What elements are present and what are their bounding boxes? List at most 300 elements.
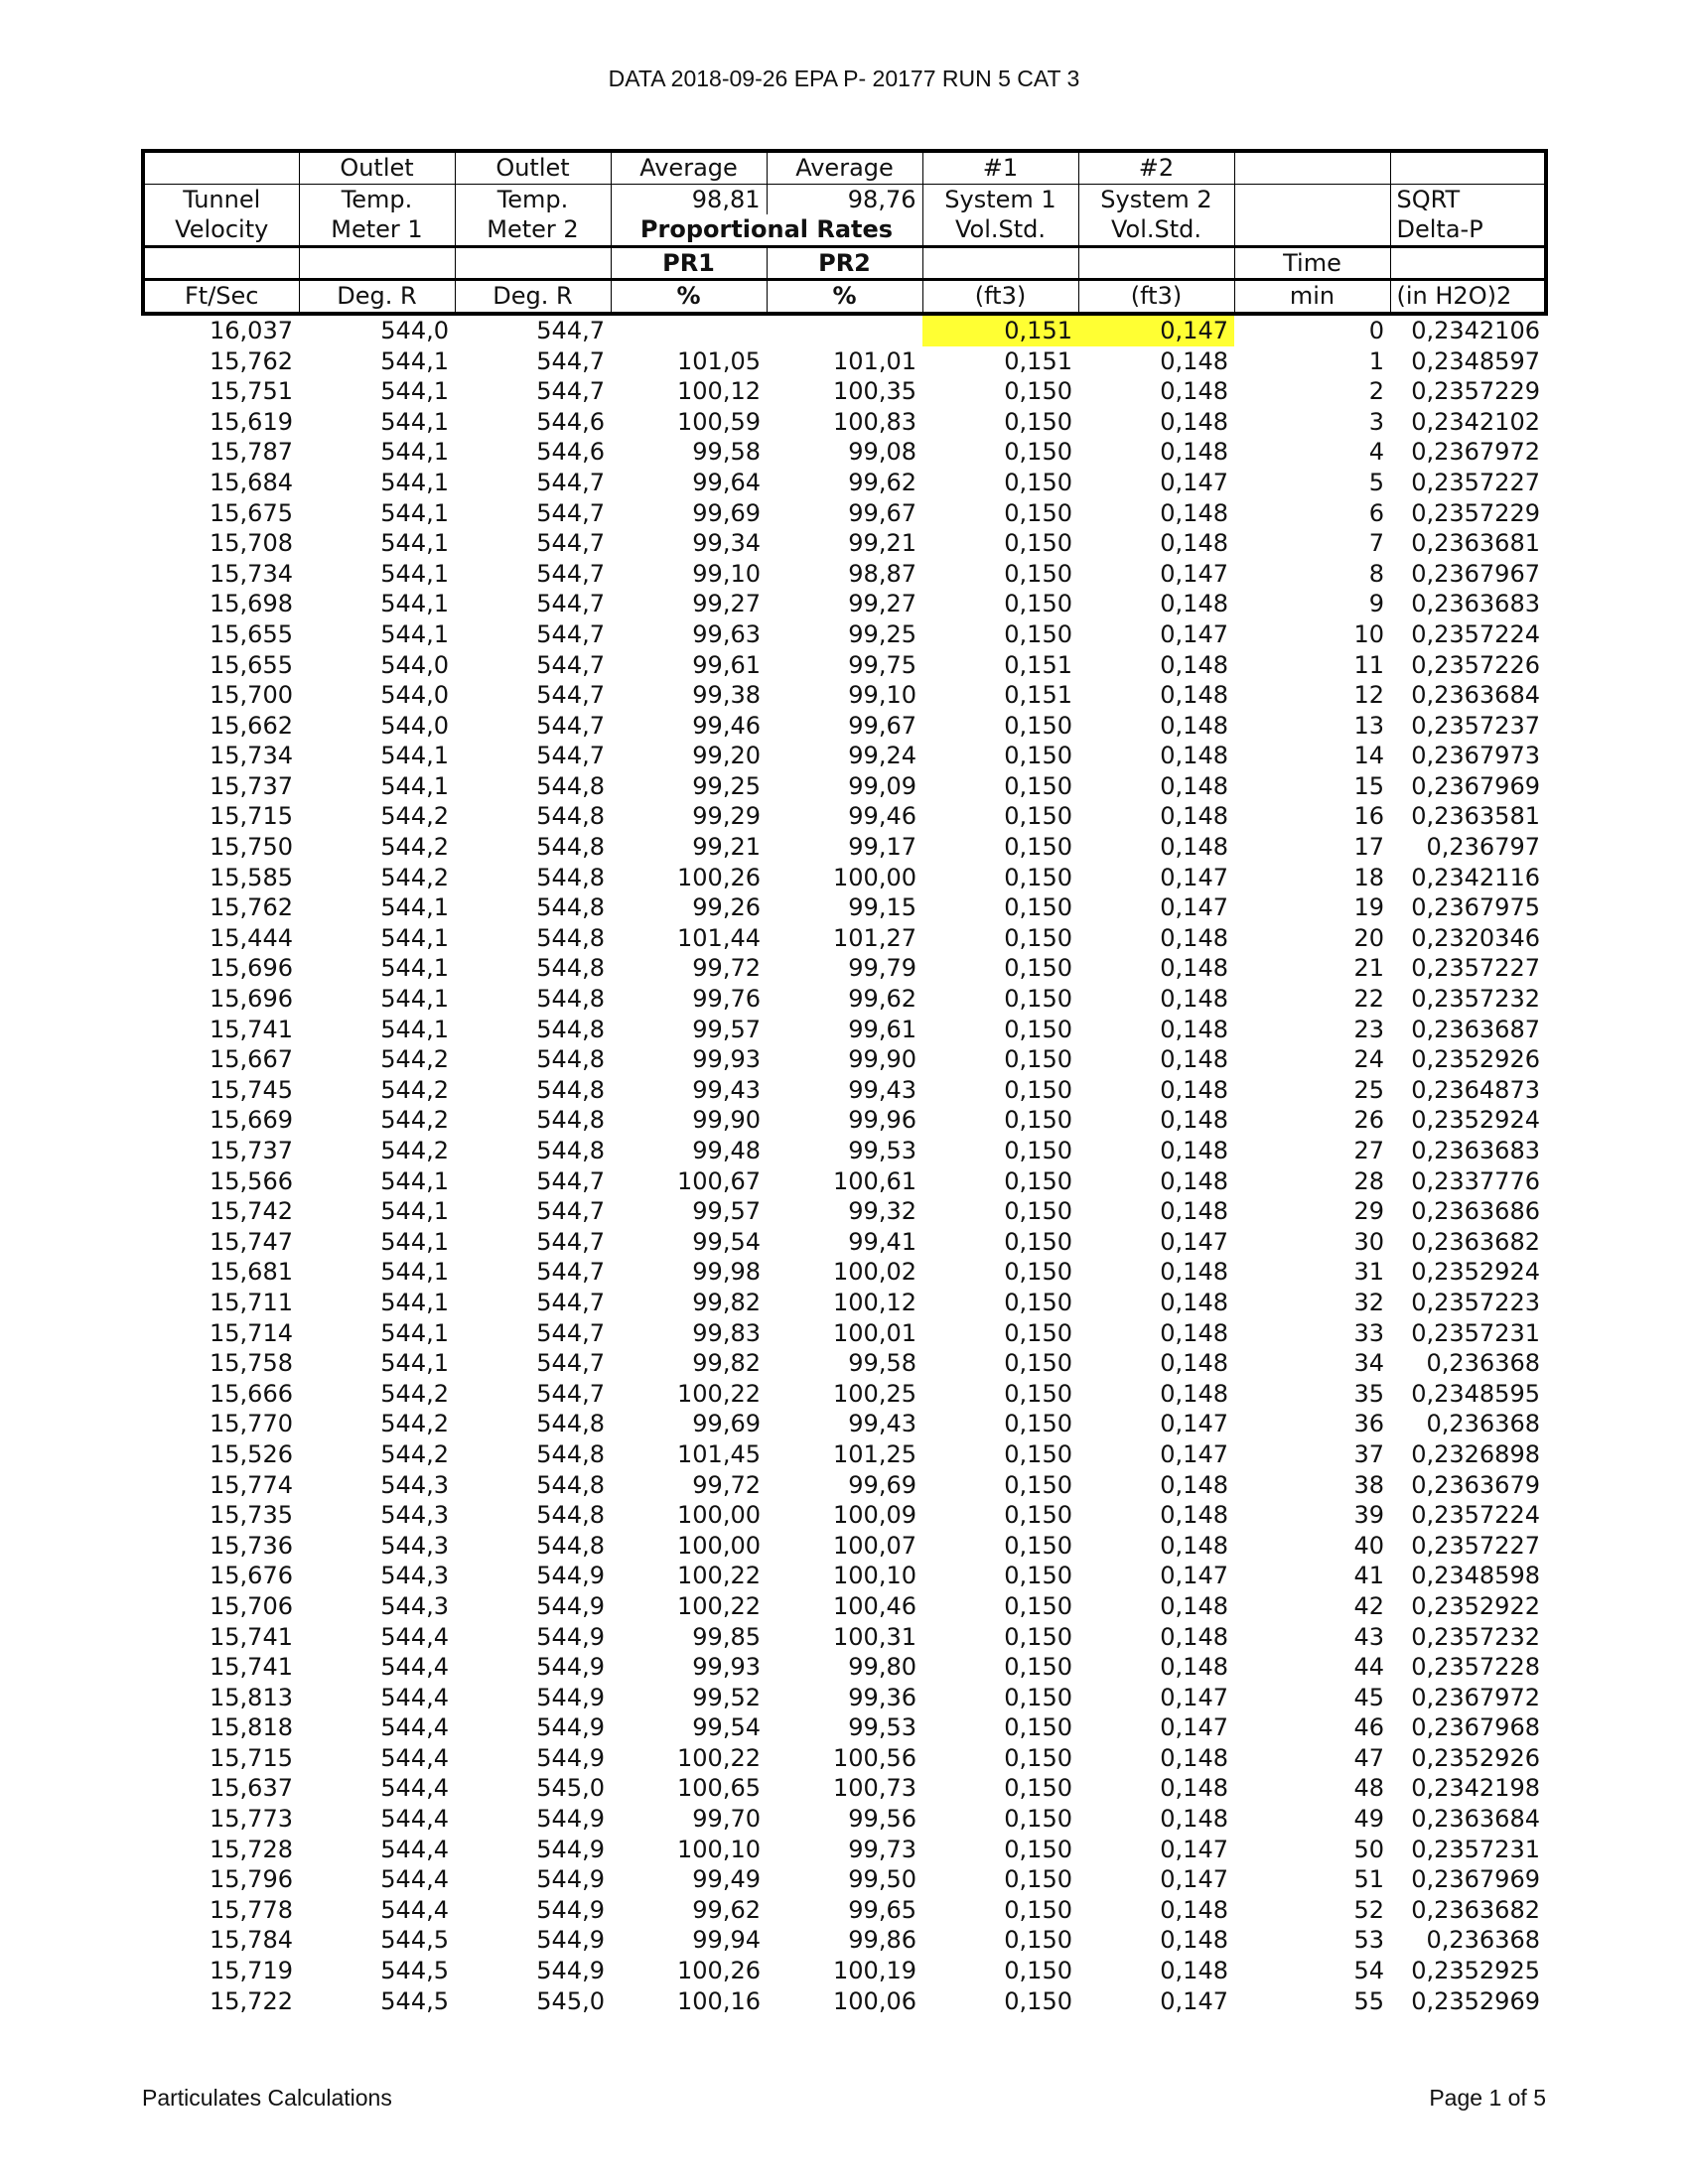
- table-cell: 544,4: [380, 1774, 449, 1803]
- table-cell: 15,684: [210, 468, 293, 496]
- table-cell: 7: [1368, 529, 1384, 558]
- table-cell: 544,7: [536, 711, 605, 740]
- table-cell: 544,0: [380, 681, 449, 710]
- table-cell: 0,150: [1004, 529, 1072, 558]
- table-row: [143, 1105, 1546, 1136]
- header-cell: Tunnel: [143, 184, 299, 214]
- table-cell: 0,148: [1160, 1895, 1228, 1924]
- header-cell: #1: [922, 151, 1078, 184]
- table-row: [143, 1288, 1546, 1318]
- table-body: [143, 314, 1546, 2016]
- table-row: [143, 1439, 1546, 1470]
- table-cell: 100,83: [833, 407, 916, 436]
- table-cell: 544,1: [380, 923, 449, 952]
- table-row: [143, 832, 1546, 863]
- table-cell: 1: [1368, 346, 1384, 375]
- table-cell: 12: [1353, 681, 1384, 710]
- table-cell: 100,10: [833, 1562, 916, 1590]
- table-cell: 0,148: [1160, 711, 1228, 740]
- data-table: [141, 149, 1548, 2016]
- table-cell: 0,2352924: [1411, 1258, 1540, 1287]
- table-cell: 43: [1353, 1622, 1384, 1651]
- table-cell: 544,3: [380, 1501, 449, 1530]
- table-cell: 0,2363684: [1411, 681, 1540, 710]
- table-cell: 15,696: [210, 985, 293, 1014]
- header-cell: Average: [611, 151, 767, 184]
- table-cell: 0,2357232: [1411, 985, 1540, 1014]
- table-cell: 100,59: [677, 407, 761, 436]
- table-cell: 100,22: [677, 1562, 761, 1590]
- table-cell: 0,2357224: [1411, 1501, 1540, 1530]
- table-cell: 544,4: [380, 1743, 449, 1772]
- table-cell: 544,7: [536, 346, 605, 375]
- table-cell: 100,00: [677, 1531, 761, 1560]
- table-cell: 99,21: [692, 833, 761, 862]
- table-cell: 99,69: [692, 1410, 761, 1438]
- table-cell: 99,75: [848, 650, 916, 679]
- table-row: [143, 863, 1546, 893]
- table-cell: 0,148: [1160, 1470, 1228, 1499]
- table-cell: 0,2357229: [1411, 377, 1540, 406]
- table-cell: 0,2367968: [1411, 1713, 1540, 1742]
- header-cell: System 2: [1078, 184, 1234, 214]
- table-cell: 0,2352926: [1411, 1045, 1540, 1074]
- table-cell: 0,148: [1160, 590, 1228, 618]
- table-cell: 0,151: [1004, 650, 1072, 679]
- table-cell: 0,2367967: [1411, 559, 1540, 588]
- table-cell: 0: [1368, 316, 1384, 344]
- table-cell: 0,150: [1004, 1805, 1072, 1834]
- table-row: [143, 711, 1546, 742]
- header-cell: %: [767, 280, 922, 314]
- table-cell: 0,148: [1160, 1622, 1228, 1651]
- table-cell: 0,2367969: [1411, 771, 1540, 800]
- table-cell: 99,93: [692, 1653, 761, 1682]
- table-cell: 544,9: [536, 1743, 605, 1772]
- table-cell: 0,2363682: [1411, 1895, 1540, 1924]
- table-cell: 38: [1353, 1470, 1384, 1499]
- table-cell: 544,8: [536, 771, 605, 800]
- table-cell: 0,2367973: [1411, 742, 1540, 770]
- table-cell: 15,737: [210, 1137, 293, 1164]
- table-cell: 0,2357228: [1411, 1653, 1540, 1682]
- table-cell: 15,681: [210, 1258, 293, 1287]
- table-cell: 0,148: [1160, 954, 1228, 983]
- table-cell: 99,67: [848, 498, 916, 527]
- table-cell: 0,151: [1004, 681, 1072, 710]
- table-row: [143, 1895, 1546, 1926]
- table-row: [143, 589, 1546, 619]
- table-cell: 100,01: [833, 1318, 916, 1347]
- table-cell: 0,150: [1004, 590, 1072, 618]
- table-cell: 544,8: [536, 954, 605, 983]
- table-cell: 99,73: [848, 1835, 916, 1863]
- table-row: [143, 953, 1546, 984]
- table-cell: 544,8: [536, 1470, 605, 1499]
- table-cell: 0,2357223: [1411, 1288, 1540, 1316]
- table-cell: 0,2348597: [1411, 346, 1540, 375]
- table-cell: 0,150: [1004, 1410, 1072, 1438]
- table-cell: 544,8: [536, 863, 605, 891]
- header-cell: [1390, 151, 1546, 184]
- header-cell: Temp.: [299, 184, 455, 214]
- table-cell: 99,21: [848, 529, 916, 558]
- table-cell: 16: [1353, 802, 1384, 831]
- table-cell: 544,7: [536, 1379, 605, 1408]
- table-cell: 100,07: [833, 1531, 916, 1560]
- table-cell: 0,148: [1160, 1075, 1228, 1104]
- table-cell: 0,148: [1160, 1531, 1228, 1560]
- table-row: [143, 559, 1546, 590]
- table-cell: 0,148: [1160, 498, 1228, 527]
- header-cell: PR1: [611, 246, 767, 280]
- header-cell: [1390, 246, 1546, 280]
- table-cell: 544,4: [380, 1835, 449, 1863]
- table-row: [143, 1652, 1546, 1683]
- table-cell: 99,09: [848, 771, 916, 800]
- table-cell: 0,2320346: [1411, 923, 1540, 952]
- table-cell: 100,09: [833, 1501, 916, 1530]
- table-cell: 48: [1353, 1774, 1384, 1803]
- table-cell: 544,8: [536, 1015, 605, 1043]
- table-cell: 0,2348598: [1411, 1562, 1540, 1590]
- table-cell: 0,2363683: [1411, 1137, 1540, 1164]
- table-cell: 544,1: [380, 468, 449, 496]
- table-cell: 544,7: [536, 681, 605, 710]
- table-cell: 0,150: [1004, 1227, 1072, 1256]
- table-cell: 99,43: [848, 1075, 916, 1104]
- table-cell: 32: [1353, 1288, 1384, 1316]
- page-number: Page 1 of 5: [1429, 2085, 1546, 2111]
- table-cell: 0,150: [1004, 1835, 1072, 1863]
- table-cell: 0,2357227: [1411, 468, 1540, 496]
- table-cell: 4: [1368, 438, 1384, 467]
- table-cell: 15,774: [210, 1470, 293, 1499]
- table-cell: 99,79: [848, 954, 916, 983]
- table-cell: 0,148: [1160, 833, 1228, 862]
- table-cell: 544,9: [536, 1683, 605, 1711]
- table-cell: 51: [1353, 1865, 1384, 1894]
- table-cell: 15,784: [210, 1926, 293, 1955]
- header-cell: Vol.Std.: [1078, 214, 1234, 246]
- table-cell: 99,48: [692, 1137, 761, 1164]
- table-cell: 544,7: [536, 498, 605, 527]
- table-cell: 0,148: [1160, 681, 1228, 710]
- table-cell: 544,5: [380, 1957, 449, 1985]
- table-cell: 0,2367972: [1411, 1683, 1540, 1711]
- table-cell: 101,45: [677, 1439, 761, 1468]
- table-cell: 0,147: [1078, 314, 1234, 346]
- table-cell: 544,7: [536, 1318, 605, 1347]
- table-cell: 0,150: [1004, 833, 1072, 862]
- table-cell: 15,675: [210, 498, 293, 527]
- table-cell: 100,25: [833, 1379, 916, 1408]
- table-cell: 0,150: [1004, 1622, 1072, 1651]
- table-row: [143, 1864, 1546, 1895]
- table-cell: 15,734: [210, 742, 293, 770]
- table-cell: 13: [1353, 711, 1384, 740]
- header-cell: (ft3): [1078, 280, 1234, 314]
- header-cell: Deg. R: [455, 280, 611, 314]
- table-cell: 53: [1353, 1926, 1384, 1955]
- table-cell: 544,7: [536, 559, 605, 588]
- table-cell: 0,150: [1004, 377, 1072, 406]
- table-cell: 99,43: [848, 1410, 916, 1438]
- table-cell: 0,147: [1160, 1835, 1228, 1863]
- table-cell: 544,8: [536, 1410, 605, 1438]
- table-cell: 544,2: [380, 1137, 449, 1164]
- table-cell: 15,773: [210, 1805, 293, 1834]
- table-cell: 0,148: [1160, 1015, 1228, 1043]
- table-cell: 0,2342102: [1411, 407, 1540, 436]
- table-row: [143, 1835, 1546, 1865]
- table-row: [143, 1712, 1546, 1743]
- table-cell: 0,2367972: [1411, 438, 1540, 467]
- table-cell: 0,2326898: [1411, 1439, 1540, 1468]
- table-cell: 15,637: [210, 1774, 293, 1803]
- table-cell: 0,2342116: [1411, 863, 1540, 891]
- table-cell: 544,8: [536, 893, 605, 922]
- table-cell: 15,669: [210, 1106, 293, 1135]
- table-row: [143, 1500, 1546, 1531]
- table-cell: 544,1: [380, 438, 449, 467]
- table-cell: 0,148: [1160, 1501, 1228, 1530]
- table-cell: 99,25: [692, 771, 761, 800]
- table-cell: 15,526: [210, 1439, 293, 1468]
- table-cell: 15,762: [210, 893, 293, 922]
- table-cell: 99,69: [692, 498, 761, 527]
- table-cell: 15,708: [210, 529, 293, 558]
- table-cell: 15,667: [210, 1045, 293, 1074]
- table-cell: 15,696: [210, 954, 293, 983]
- header-cell: [143, 246, 299, 280]
- table-cell: 0,150: [1004, 893, 1072, 922]
- table-cell: 99,94: [692, 1926, 761, 1955]
- table-cell: 0,2363681: [1411, 529, 1540, 558]
- table-row: [143, 314, 1546, 346]
- table-cell: 24: [1353, 1045, 1384, 1074]
- table-cell: 15,736: [210, 1531, 293, 1560]
- table-row: [143, 498, 1546, 529]
- table-cell: 544,1: [380, 893, 449, 922]
- table-cell: 544,8: [536, 802, 605, 831]
- table-cell: 544,6: [536, 438, 605, 467]
- table-cell: 15,676: [210, 1562, 293, 1590]
- table-cell: 101,25: [833, 1439, 916, 1468]
- table-cell: 99,62: [848, 985, 916, 1014]
- table-cell: 99,96: [848, 1106, 916, 1135]
- table-cell: 15,741: [210, 1622, 293, 1651]
- table-cell: 0,151: [922, 314, 1078, 346]
- table-cell: [611, 314, 767, 346]
- table-row: [143, 1166, 1546, 1197]
- table-cell: 544,1: [380, 1015, 449, 1043]
- table-row: [143, 468, 1546, 498]
- table-cell: 15,666: [210, 1379, 293, 1408]
- table-cell: 544,8: [536, 1045, 605, 1074]
- table-cell: 100,35: [833, 377, 916, 406]
- table-cell: 0,2352922: [1411, 1591, 1540, 1620]
- table-cell: 544,4: [380, 1865, 449, 1894]
- table-cell: 15,796: [210, 1865, 293, 1894]
- table-cell: 99,50: [848, 1865, 916, 1894]
- table-cell: 544,1: [380, 985, 449, 1014]
- table-cell: 99,10: [692, 559, 761, 588]
- table-cell: 44: [1353, 1653, 1384, 1682]
- table-cell: 545,0: [536, 1986, 605, 2015]
- table-cell: 100,02: [833, 1258, 916, 1287]
- table-cell: 544,8: [536, 1531, 605, 1560]
- table-cell: 100,10: [677, 1835, 761, 1863]
- table-cell: 544,7: [536, 529, 605, 558]
- table-cell: 544,8: [536, 1137, 605, 1164]
- table-cell: 100,73: [833, 1774, 916, 1803]
- table-cell: 99,26: [692, 893, 761, 922]
- table-cell: 0,150: [1004, 1986, 1072, 2015]
- table-cell: 0,2357227: [1411, 954, 1540, 983]
- table-cell: 0,147: [1160, 559, 1228, 588]
- table-cell: 0,2352924: [1411, 1106, 1540, 1135]
- table-row: [143, 1015, 1546, 1045]
- table-cell: 0,150: [1004, 771, 1072, 800]
- table-cell: 100,67: [677, 1166, 761, 1195]
- table-cell: 15,770: [210, 1410, 293, 1438]
- table-cell: 34: [1353, 1349, 1384, 1378]
- table-cell: 0,147: [1160, 468, 1228, 496]
- table-cell: 544,9: [536, 1805, 605, 1834]
- table-cell: 15,585: [210, 863, 293, 891]
- table-row: [143, 528, 1546, 559]
- table-cell: 0,150: [1004, 1075, 1072, 1104]
- header-cell: Meter 1: [299, 214, 455, 246]
- table-cell: 0,148: [1160, 1743, 1228, 1772]
- table-cell: 544,2: [380, 1075, 449, 1104]
- table-cell: 99,43: [692, 1075, 761, 1104]
- table-cell: 0,147: [1160, 619, 1228, 648]
- table-cell: 99,58: [692, 438, 761, 467]
- table-row: [143, 1136, 1546, 1166]
- table-cell: 544,8: [536, 985, 605, 1014]
- table-header: [143, 151, 1546, 314]
- table-cell: 101,05: [677, 346, 761, 375]
- table-cell: 544,1: [380, 742, 449, 770]
- table-row: [143, 1409, 1546, 1439]
- table-cell: 0,150: [1004, 407, 1072, 436]
- table-cell: 15,444: [210, 923, 293, 952]
- table-cell: 99,27: [692, 590, 761, 618]
- table-cell: 99,20: [692, 742, 761, 770]
- table-cell: 15,818: [210, 1713, 293, 1742]
- table-cell: 15,735: [210, 1501, 293, 1530]
- table-cell: 99,86: [848, 1926, 916, 1955]
- table-cell: 0,150: [1004, 954, 1072, 983]
- table-cell: 544,1: [380, 1197, 449, 1226]
- table-cell: 0,151: [1004, 346, 1072, 375]
- table-cell: 100,22: [677, 1379, 761, 1408]
- header-cell: Average: [767, 151, 922, 184]
- table-cell: [767, 314, 922, 346]
- header-cell: Meter 2: [455, 214, 611, 246]
- header-cell: [1234, 151, 1390, 184]
- table-cell: 0,148: [1160, 1288, 1228, 1316]
- table-cell: 15,715: [210, 1743, 293, 1772]
- table-cell: 100,22: [677, 1743, 761, 1772]
- table-cell: 544,1: [380, 619, 449, 648]
- table-cell: 15,700: [210, 681, 293, 710]
- table-cell: 544,7: [536, 1288, 605, 1316]
- table-cell: 0,150: [1004, 1562, 1072, 1590]
- table-row: [143, 1622, 1546, 1653]
- header-cell: 98,81: [611, 184, 767, 214]
- table-cell: 99,57: [692, 1015, 761, 1043]
- table-cell: 544,3: [380, 1562, 449, 1590]
- table-row: [143, 437, 1546, 468]
- table-cell: 0,2363683: [1411, 590, 1540, 618]
- table-row: [143, 1683, 1546, 1713]
- table-cell: 0,150: [1004, 1653, 1072, 1682]
- table-cell: 0,147: [1160, 1227, 1228, 1256]
- table-cell: 50: [1353, 1835, 1384, 1863]
- table-cell: 0,150: [1004, 498, 1072, 527]
- table-cell: 0,148: [1160, 1318, 1228, 1347]
- header-cell: [299, 246, 455, 280]
- table-cell: 100,00: [677, 1501, 761, 1530]
- table-cell: 99,52: [692, 1683, 761, 1711]
- table-cell: 0,150: [1004, 1166, 1072, 1195]
- table-cell: 15,734: [210, 559, 293, 588]
- table-row: [143, 376, 1546, 407]
- table-cell: 99,90: [692, 1106, 761, 1135]
- header-cell: Time: [1234, 246, 1390, 280]
- header-cell: [1234, 184, 1390, 214]
- table-cell: 0,150: [1004, 711, 1072, 740]
- table-cell: 99,61: [692, 650, 761, 679]
- table-cell: 0,2363682: [1411, 1227, 1540, 1256]
- table-cell: 0,2352925: [1411, 1957, 1540, 1985]
- table-cell: 544,0: [380, 316, 449, 344]
- table-cell: 0,150: [1004, 1106, 1072, 1135]
- table-cell: 544,9: [536, 1957, 605, 1985]
- table-cell: 18: [1353, 863, 1384, 891]
- table-cell: 27: [1353, 1137, 1384, 1164]
- table-cell: 99,65: [848, 1895, 916, 1924]
- table-cell: 544,4: [380, 1713, 449, 1742]
- table-cell: 0,147: [1160, 1410, 1228, 1438]
- header-cell: [922, 246, 1078, 280]
- table-row: [143, 1196, 1546, 1227]
- table-cell: 15,566: [210, 1166, 293, 1195]
- table-cell: 544,8: [536, 1501, 605, 1530]
- table-cell: 544,1: [380, 590, 449, 618]
- table-row: [143, 923, 1546, 954]
- table-cell: 100,06: [833, 1986, 916, 2015]
- table-cell: 0,148: [1160, 771, 1228, 800]
- table-cell: 0,148: [1160, 1106, 1228, 1135]
- table-cell: 544,1: [380, 771, 449, 800]
- table-cell: 15,758: [210, 1349, 293, 1378]
- table-cell: 55: [1353, 1986, 1384, 2015]
- table-cell: 15,722: [210, 1986, 293, 2015]
- table-cell: 0,150: [1004, 1379, 1072, 1408]
- table-cell: 15,619: [210, 407, 293, 436]
- table-cell: 8: [1368, 559, 1384, 588]
- table-row: [143, 680, 1546, 711]
- table-cell: 15,719: [210, 1957, 293, 1985]
- table-cell: 0,147: [1160, 1865, 1228, 1894]
- table-cell: 544,2: [380, 833, 449, 862]
- table-cell: 35: [1353, 1379, 1384, 1408]
- table-row: [143, 1227, 1546, 1258]
